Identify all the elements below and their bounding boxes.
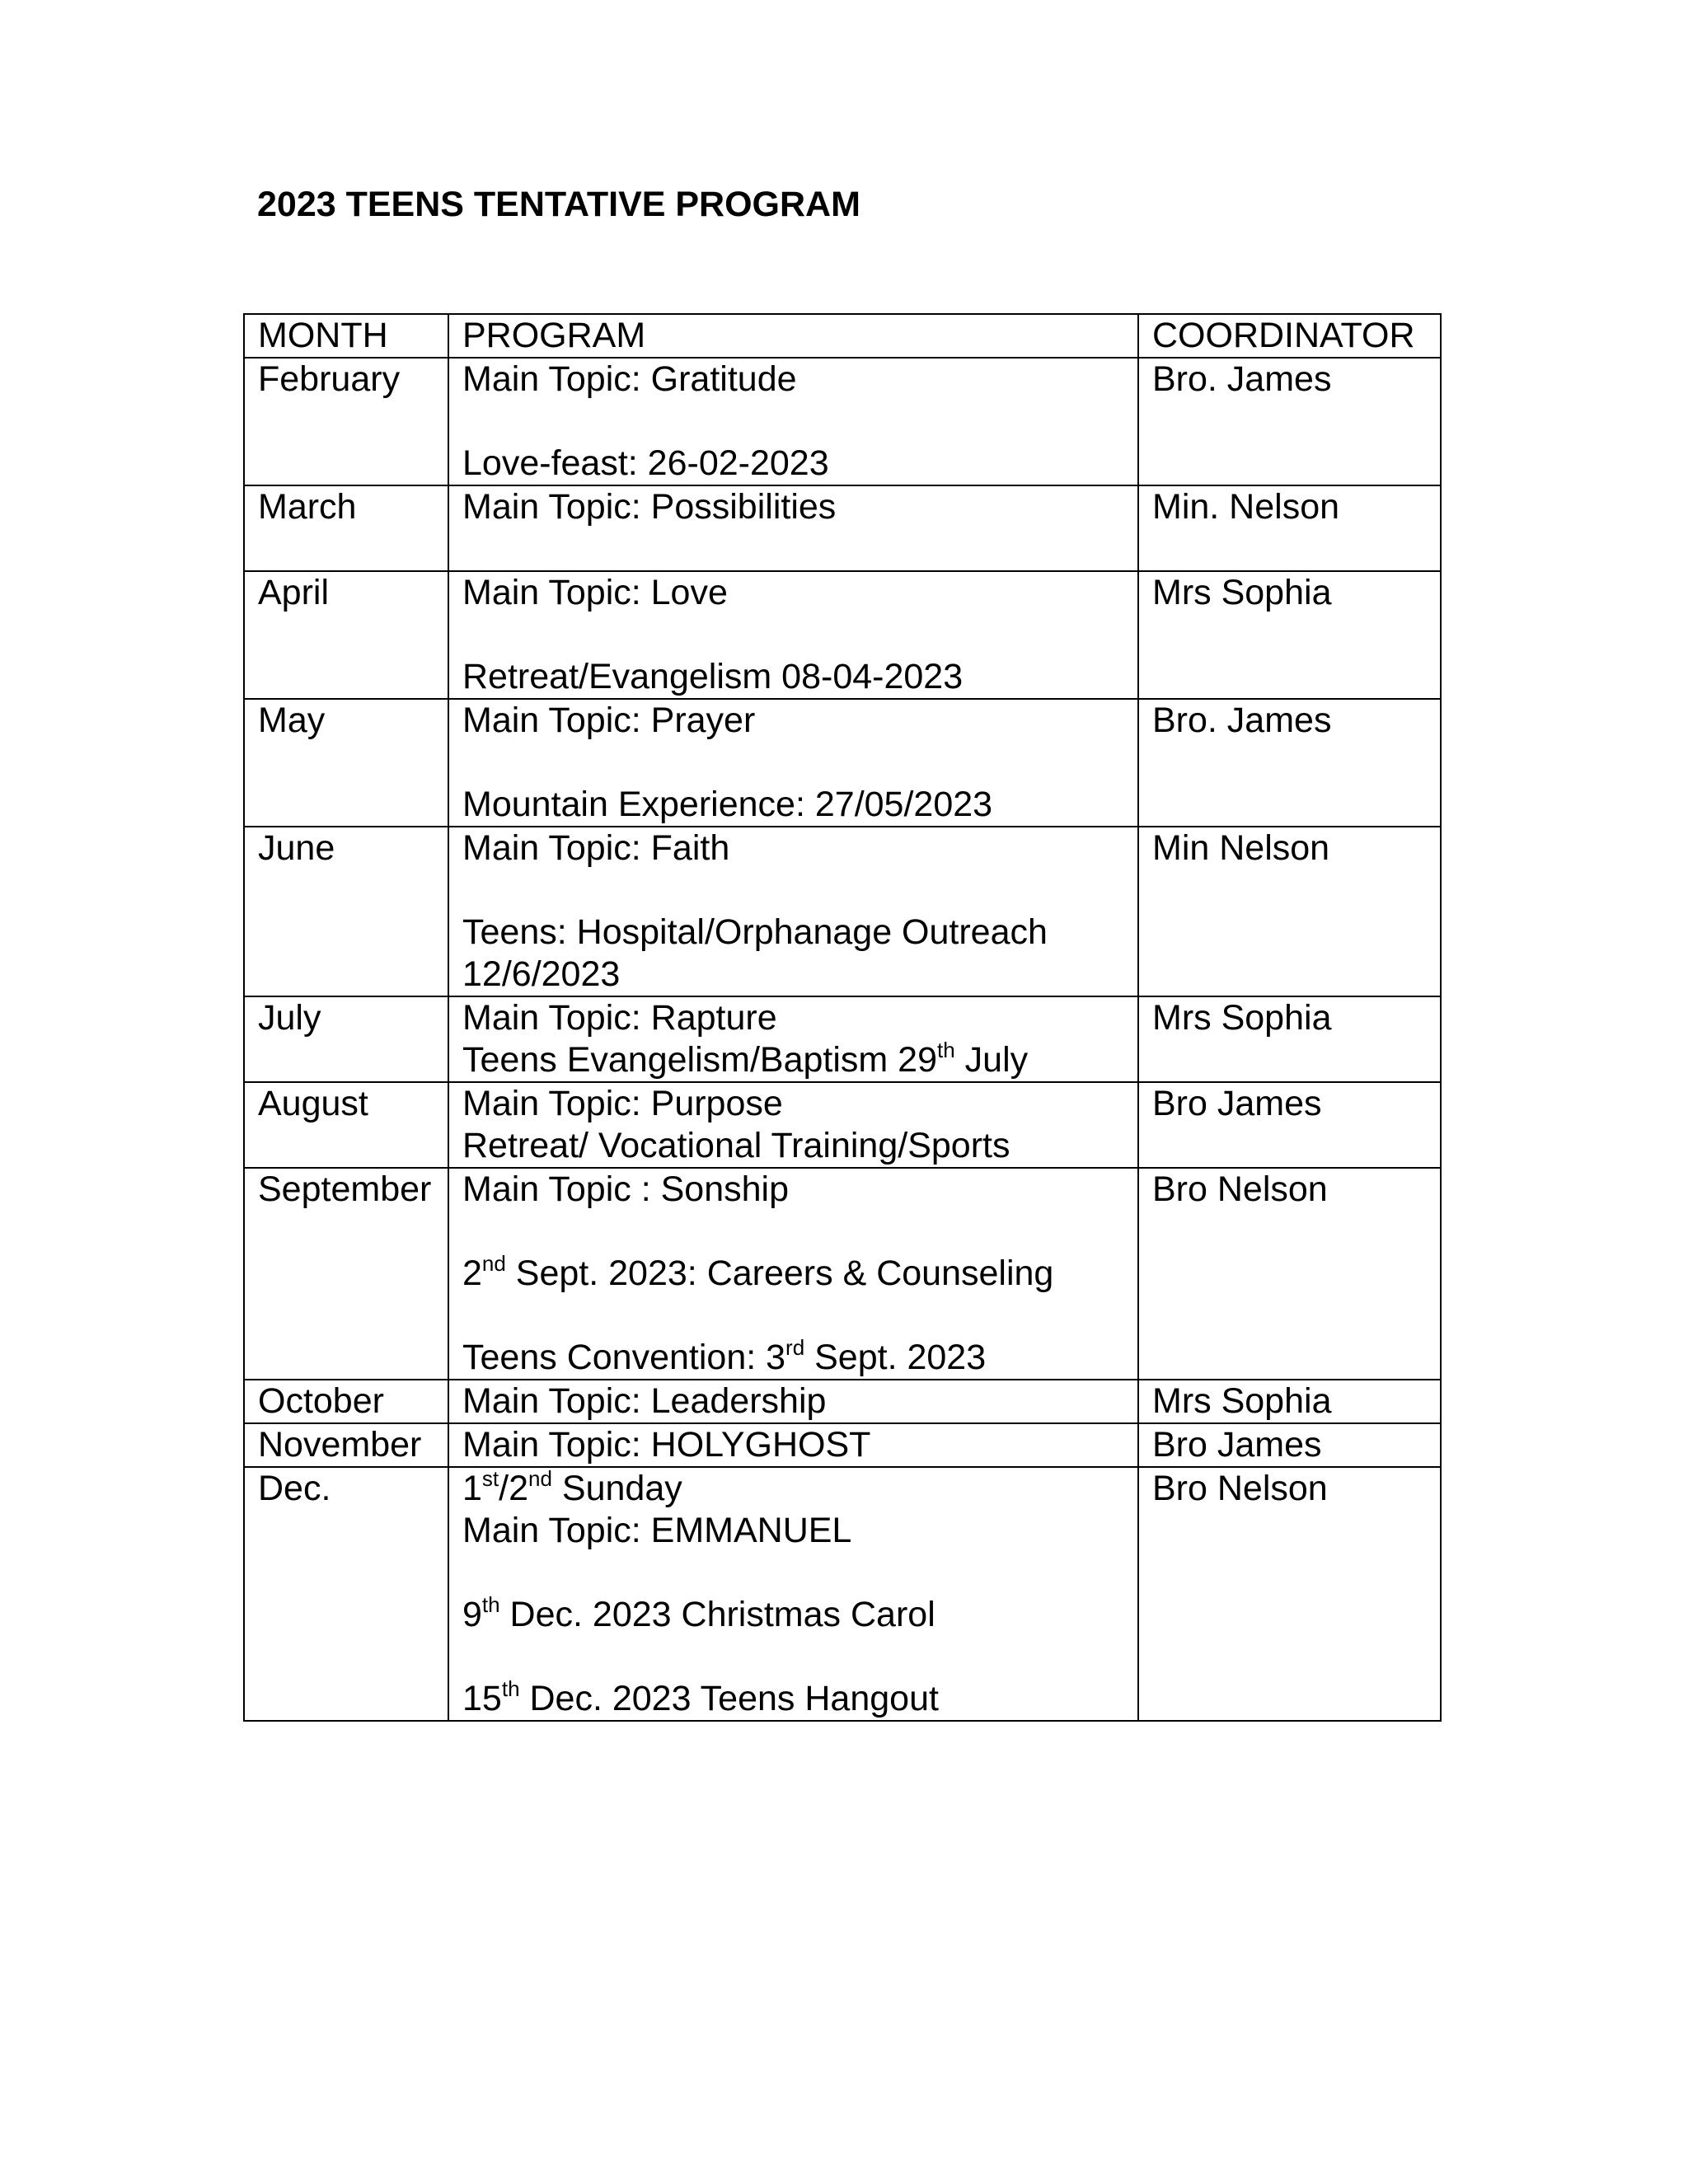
program-text: Sept. 2023: Careers & Counseling bbox=[505, 1254, 1054, 1293]
ordinal-suffix: nd bbox=[528, 1467, 552, 1491]
program-cell bbox=[448, 485, 1138, 571]
coordinator-cell bbox=[1138, 1082, 1441, 1168]
month-label: Dec. bbox=[258, 1469, 331, 1508]
month-cell bbox=[244, 699, 448, 827]
coordinator-cell bbox=[1138, 1168, 1441, 1380]
table-row bbox=[244, 358, 1441, 485]
program-line: Main Topic: Gratitude bbox=[462, 359, 797, 399]
program-line: Mountain Experience: 27/05/2023 bbox=[462, 785, 993, 824]
program-line bbox=[462, 1591, 1137, 1636]
program-text: 1 bbox=[462, 1469, 482, 1508]
table-row bbox=[244, 1423, 1441, 1467]
coordinator-name: Min Nelson bbox=[1152, 828, 1330, 868]
ordinal-suffix: rd bbox=[785, 1334, 805, 1360]
header-coordinator: COORDINATOR bbox=[1138, 314, 1441, 358]
blank-line bbox=[462, 401, 1137, 443]
coordinator-cell bbox=[1138, 571, 1441, 699]
program-cell bbox=[448, 827, 1138, 996]
program-cell bbox=[448, 1467, 1138, 1721]
program-line: Main Topic: Rapture bbox=[462, 998, 777, 1038]
table-row bbox=[244, 1380, 1441, 1423]
program-text: Dec. 2023 Christmas Carol bbox=[499, 1595, 935, 1634]
program-line bbox=[462, 1250, 1137, 1295]
page-title: 2023 TEENS TENTATIVE PROGRAM bbox=[257, 185, 860, 224]
blank-line bbox=[462, 1552, 1137, 1594]
month-cell bbox=[244, 1168, 448, 1380]
program-cell bbox=[448, 699, 1138, 827]
coordinator-cell bbox=[1138, 485, 1441, 571]
blank-line bbox=[462, 614, 1137, 656]
table-row bbox=[244, 1467, 1441, 1721]
month-cell bbox=[244, 358, 448, 485]
coordinator-cell bbox=[1138, 358, 1441, 485]
month-label: February bbox=[258, 359, 401, 399]
month-cell bbox=[244, 827, 448, 996]
month-cell bbox=[244, 1467, 448, 1721]
coordinator-name: Bro James bbox=[1152, 1425, 1322, 1465]
table-header-row bbox=[244, 314, 1441, 358]
program-cell bbox=[448, 1380, 1138, 1423]
month-label: July bbox=[258, 998, 321, 1038]
ordinal-suffix: st bbox=[481, 1467, 499, 1491]
program-cell bbox=[448, 1082, 1138, 1168]
blank-line bbox=[462, 1636, 1137, 1678]
table-row bbox=[244, 699, 1441, 827]
month-label: April bbox=[258, 573, 330, 612]
coordinator-name: Bro Nelson bbox=[1152, 1469, 1328, 1508]
blank-line bbox=[462, 742, 1137, 784]
program-cell bbox=[448, 571, 1138, 699]
ordinal-suffix: nd bbox=[481, 1250, 506, 1276]
program-line bbox=[462, 1039, 1137, 1081]
month-label: March bbox=[258, 487, 357, 527]
program-line: 12/6/2023 bbox=[462, 954, 621, 994]
program-line bbox=[462, 1675, 1137, 1720]
month-label: November bbox=[258, 1425, 422, 1465]
coordinator-name: Bro Nelson bbox=[1152, 1169, 1328, 1209]
header-program: PROGRAM bbox=[448, 314, 1138, 358]
program-line: Main Topic: Prayer bbox=[462, 701, 756, 740]
month-cell bbox=[244, 571, 448, 699]
coordinator-cell bbox=[1138, 1423, 1441, 1467]
month-label: June bbox=[258, 828, 335, 868]
coordinator-name: Bro. James bbox=[1152, 359, 1332, 399]
coordinator-cell bbox=[1138, 699, 1441, 827]
program-line: Main Topic: Purpose bbox=[462, 1084, 783, 1123]
table-body bbox=[244, 358, 1441, 1721]
program-text: Teens Evangelism/Baptism 29 bbox=[462, 1040, 938, 1080]
ordinal-suffix: th bbox=[501, 1675, 520, 1701]
program-cell bbox=[448, 1168, 1138, 1380]
program-line bbox=[462, 1334, 1137, 1379]
blank-line bbox=[462, 869, 1137, 912]
table-row bbox=[244, 1082, 1441, 1168]
program-text: July bbox=[954, 1040, 1029, 1080]
coordinator-name: Bro James bbox=[1152, 1084, 1322, 1123]
blank-line bbox=[462, 1211, 1137, 1253]
program-line: Love-feast: 26-02-2023 bbox=[462, 443, 829, 483]
program-text: 9 bbox=[462, 1595, 482, 1634]
coordinator-name: Min. Nelson bbox=[1152, 487, 1340, 527]
program-text: 2 bbox=[462, 1254, 482, 1293]
program-line: Teens: Hospital/Orphanage Outreach bbox=[462, 912, 1048, 952]
table-row bbox=[244, 485, 1441, 571]
program-text: Teens Convention: 3 bbox=[462, 1338, 786, 1377]
month-label: May bbox=[258, 701, 326, 740]
blank-line bbox=[462, 1295, 1137, 1337]
coordinator-cell bbox=[1138, 1380, 1441, 1423]
program-line: Main Topic: EMMANUEL bbox=[462, 1511, 852, 1550]
table-row bbox=[244, 827, 1441, 996]
program-text: 15 bbox=[462, 1679, 502, 1718]
program-cell bbox=[448, 1423, 1138, 1467]
ordinal-suffix: th bbox=[937, 1037, 955, 1062]
month-cell bbox=[244, 1082, 448, 1168]
program-line: Main Topic: Love bbox=[462, 573, 728, 612]
program-line: Retreat/ Vocational Training/Sports bbox=[462, 1126, 1010, 1165]
month-cell bbox=[244, 1423, 448, 1467]
program-line: Retreat/Evangelism 08-04-2023 bbox=[462, 657, 964, 696]
coordinator-name: Mrs Sophia bbox=[1152, 1381, 1332, 1421]
program-line: Main Topic: Faith bbox=[462, 828, 730, 868]
program-text: /2 bbox=[499, 1469, 529, 1508]
program-text: Dec. 2023 Teens Hangout bbox=[519, 1679, 939, 1718]
table-row bbox=[244, 571, 1441, 699]
program-text: Sept. 2023 bbox=[804, 1338, 987, 1377]
month-cell bbox=[244, 485, 448, 571]
coordinator-name: Bro. James bbox=[1152, 701, 1332, 740]
coordinator-name: Mrs Sophia bbox=[1152, 573, 1332, 612]
coordinator-cell bbox=[1138, 827, 1441, 996]
table-row bbox=[244, 996, 1441, 1082]
program-line: Main Topic : Sonship bbox=[462, 1169, 789, 1209]
coordinator-cell bbox=[1138, 1467, 1441, 1721]
program-cell bbox=[448, 358, 1138, 485]
table-row bbox=[244, 1168, 1441, 1380]
program-line: Main Topic: HOLYGHOST bbox=[462, 1425, 871, 1465]
program-cell bbox=[448, 996, 1138, 1082]
month-label: September bbox=[258, 1169, 432, 1209]
month-cell bbox=[244, 1380, 448, 1423]
ordinal-suffix: th bbox=[481, 1591, 500, 1617]
program-line: Main Topic: Possibilities bbox=[462, 487, 837, 527]
program-line bbox=[462, 1468, 1137, 1510]
month-label: August bbox=[258, 1084, 368, 1123]
program-line: Main Topic: Leadership bbox=[462, 1381, 827, 1421]
month-cell bbox=[244, 996, 448, 1082]
coordinator-cell bbox=[1138, 996, 1441, 1082]
program-text: Sunday bbox=[551, 1469, 682, 1508]
header-month: MONTH bbox=[244, 314, 448, 358]
coordinator-name: Mrs Sophia bbox=[1152, 998, 1332, 1038]
month-label: October bbox=[258, 1381, 384, 1421]
program-table bbox=[243, 313, 1442, 1722]
